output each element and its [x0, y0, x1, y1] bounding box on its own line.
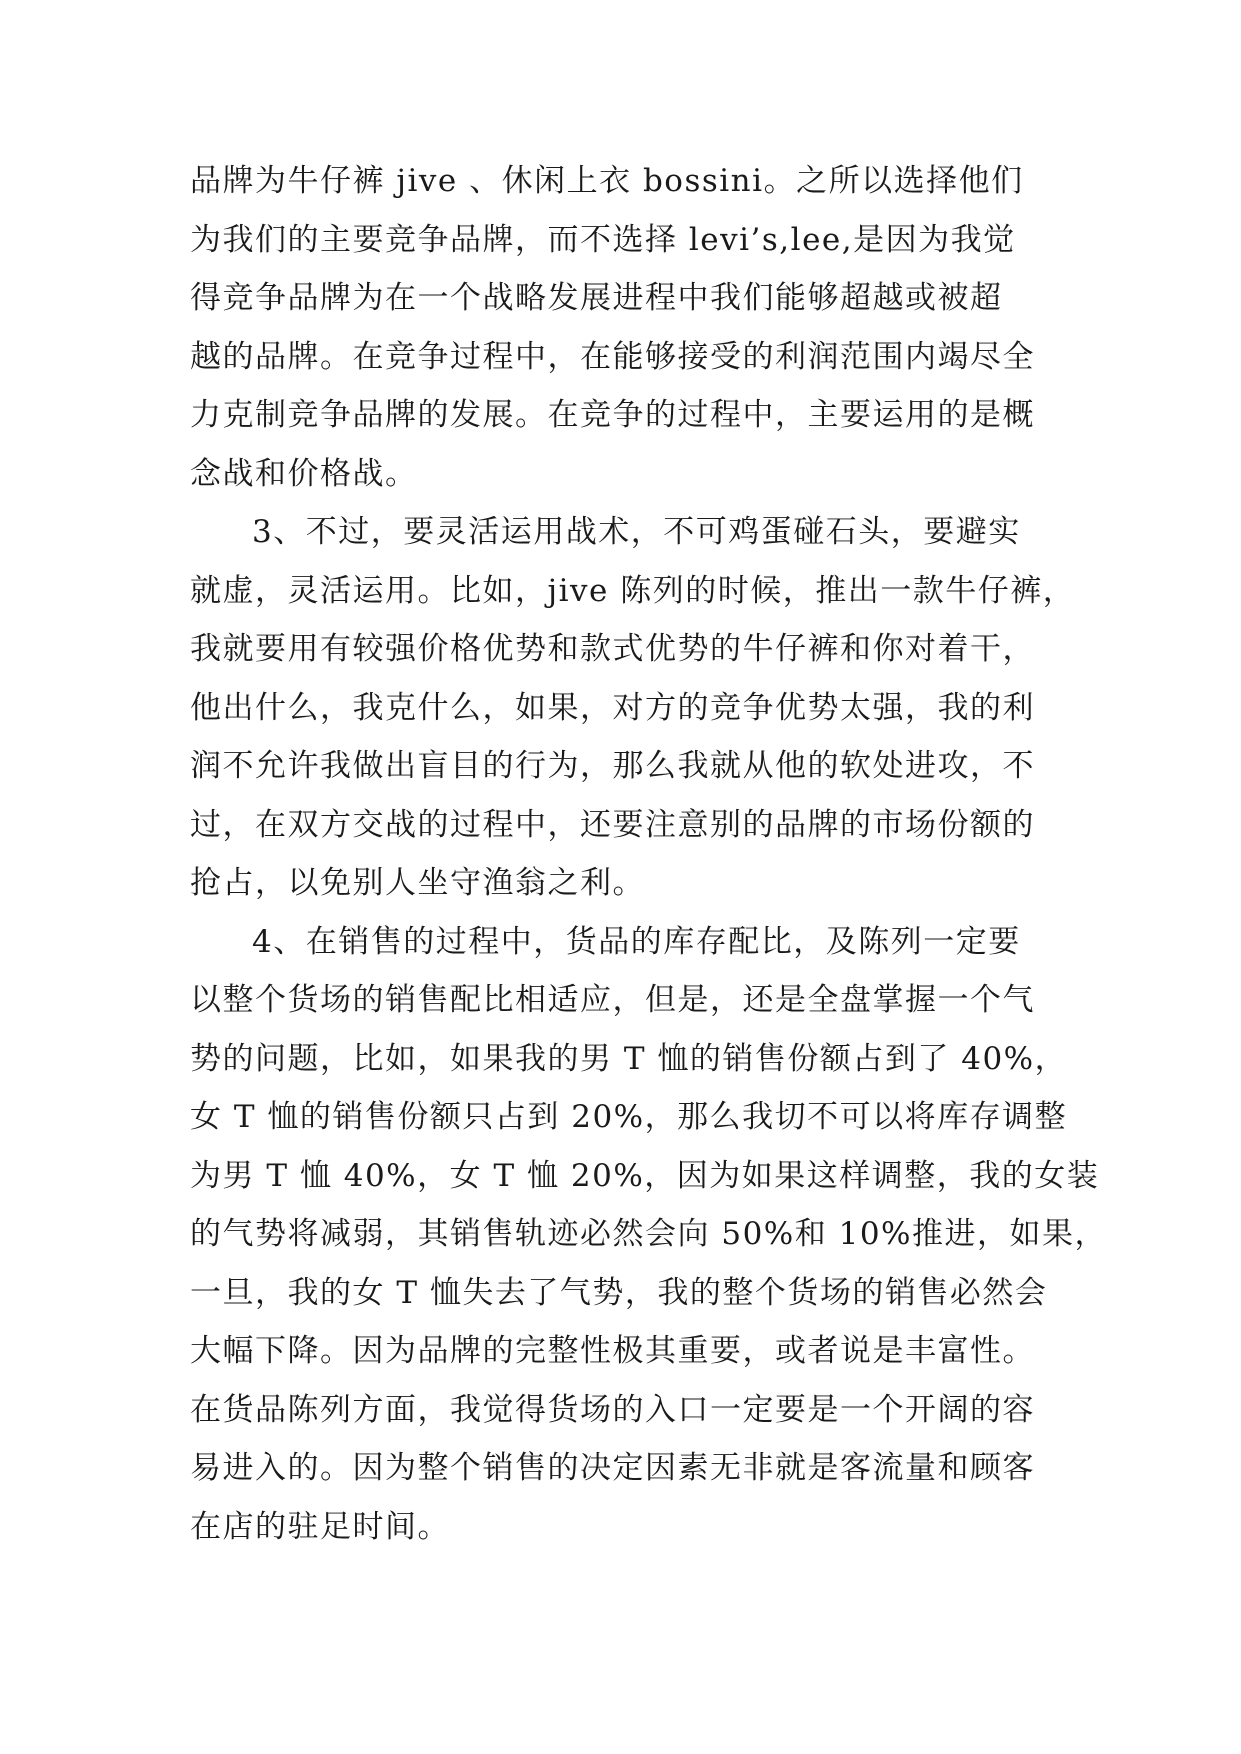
text-line: 为男 T 恤 40%，女 T 恤 20%，因为如果这样调整，我的女装	[190, 1157, 1100, 1194]
text-line: 就虚，灵活运用。比如，jive 陈列的时候，推出一款牛仔裤，	[190, 572, 1076, 609]
text-line: 得竞争品牌为在一个战略发展进程中我们能够超越或被超	[190, 280, 1003, 316]
text-line: 为我们的主要竞争品牌，而不选择 levi’s,lee,是因为我觉	[190, 221, 1016, 258]
text-line: 他出什么，我克什么，如果，对方的竞争优势太强，我的利	[190, 689, 1035, 726]
text-line: 的气势将减弱，其销售轨迹必然会向 50%和 10%推进，如果，	[190, 1216, 1108, 1252]
body-text	[190, 152, 1108, 1556]
text-line: 抢占，以免别人坐守渔翁之利。	[190, 865, 645, 901]
text-line: 润不允许我做出盲目的行为，那么我就从他的软处进攻，不	[190, 748, 1035, 784]
text-line: 在店的驻足时间。	[190, 1508, 450, 1545]
text-line: 以整个货场的销售配比相适应，但是，还是全盘掌握一个气	[190, 982, 1035, 1018]
text-line: 在货品陈列方面，我觉得货场的入口一定要是一个开阔的容	[190, 1391, 1035, 1428]
text-line: 过，在双方交战的过程中，还要注意别的品牌的市场份额的	[190, 806, 1035, 843]
text-line: 我就要用有较强价格优势和款式优势的牛仔裤和你对着干，	[190, 631, 1035, 667]
text-line: 4、在销售的过程中，货品的库存配比，及陈列一定要	[252, 923, 1021, 960]
text-line: 势的问题，比如，如果我的男 T 恤的销售份额占到了 40%，	[190, 1040, 1068, 1077]
text-line: 一旦，我的女 T 恤失去了气势，我的整个货场的销售必然会	[190, 1274, 1048, 1311]
text-line: 越的品牌。在竞争过程中，在能够接受的利润范围内竭尽全	[190, 338, 1035, 375]
text-line: 大幅下降。因为品牌的完整性极其重要，或者说是丰富性。	[190, 1333, 1035, 1369]
text-line: 品牌为牛仔裤 jive 、休闲上衣 bossini。之所以选择他们	[190, 163, 1024, 199]
text-line: 3、不过，要灵活运用战术，不可鸡蛋碰石头，要避实	[252, 514, 1021, 550]
text-line: 力克制竞争品牌的发展。在竞争的过程中，主要运用的是概	[190, 397, 1035, 433]
text-line: 念战和价格战。	[190, 455, 418, 492]
text-line: 女 T 恤的销售份额只占到 20%，那么我切不可以将库存调整	[190, 1099, 1068, 1135]
text-line: 易进入的。因为整个销售的决定因素无非就是客流量和顾客	[190, 1450, 1035, 1486]
